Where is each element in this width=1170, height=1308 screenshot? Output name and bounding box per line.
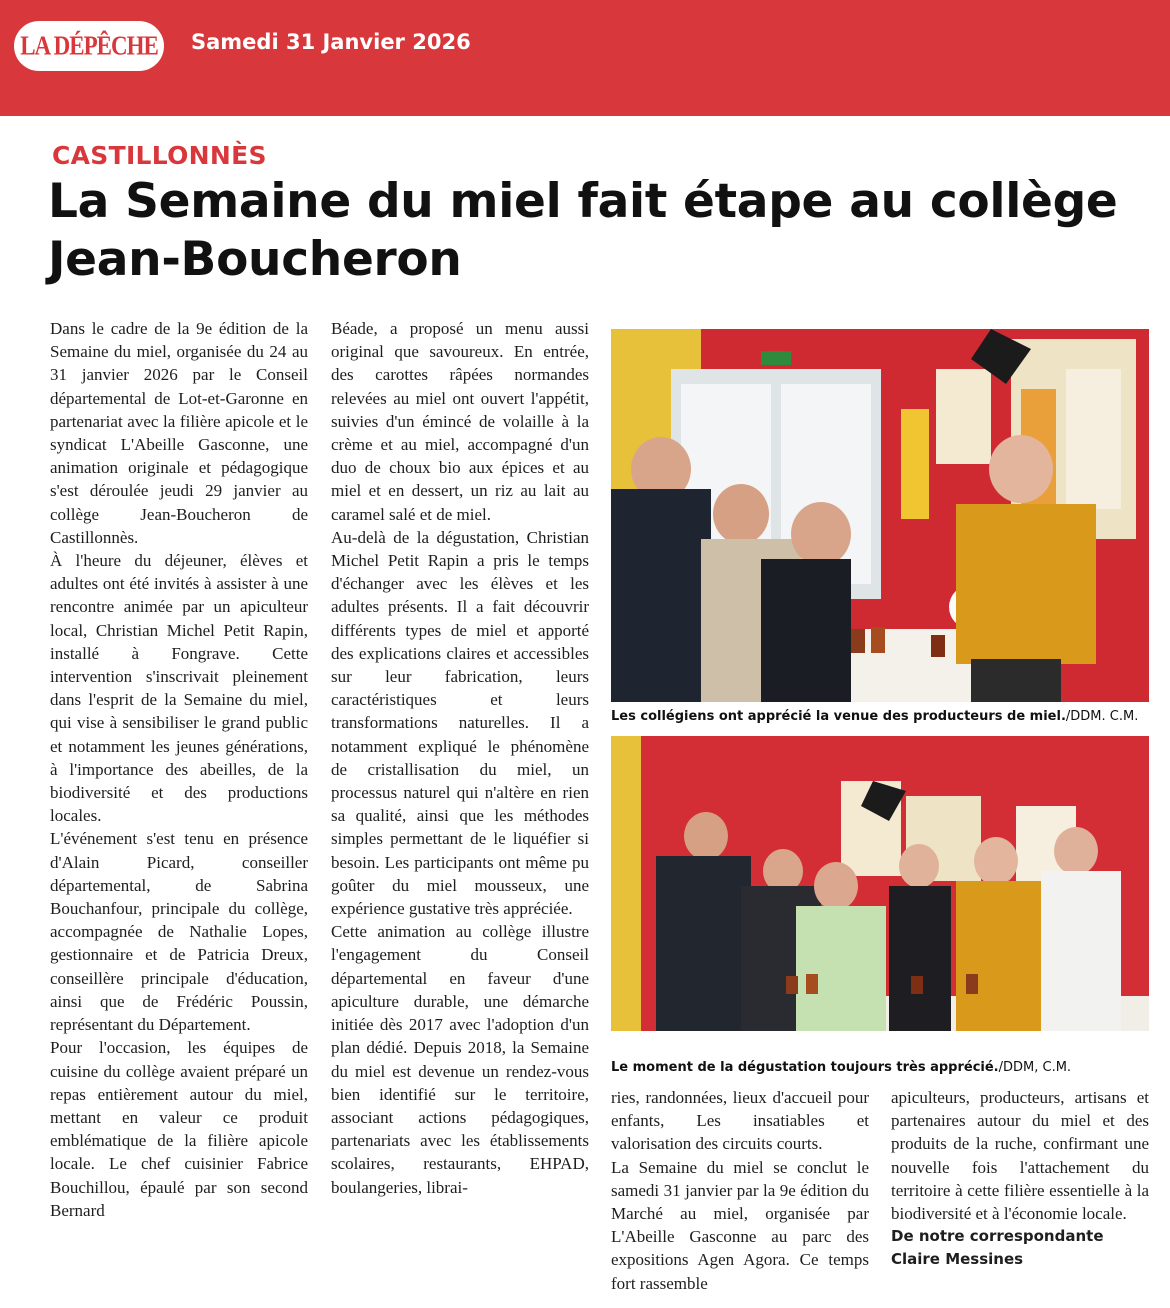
paragraph: Au-delà de la dégustation, Christian Michel Petit Rapin a pris le temps d'échanger avec les élèves et les adultes présents. Il a fait découvrir différents types de miel et apporté des explications claires et accessibles sur leur fabrication, leurs caractéristiques et leurs transformations naturelles. Il a notamment expliqué le phénomène de cristallisation du miel, un processus naturel qui n'altère en rien sa qualité, ainsi que les méthodes simples permettant de le liquéfier si besoin. Les participants ont même pu goûter du miel mousseux, une expérience gustative très appréciée. bbox=[331, 527, 589, 919]
paragraph: Dans le cadre de la 9e édition de la Semaine du miel, organisée du 24 au 31 janvier 2026 par le Conseil départemental de Lot-et-Garonne en partenariat avec la filière apicole et le syndicat L'Abeille Gasconne, une animation originale et pédagogique s'est déroulée jeudi 29 janvier au collège Jean-Boucheron de Castillonnès. bbox=[50, 319, 308, 547]
paragraph: Pour l'occasion, les équipes de cuisine du collège avaient préparé un repas entièrement autour du miel, mettant en valeur ce produit emblématique de la filière apicole locale. Le chef cuisinier Fabrice Bouchillou, épaulé par son second Bernard bbox=[50, 1038, 308, 1220]
text-column-3 bbox=[611, 1086, 869, 1295]
paragraph: À l'heure du déjeuner, élèves et adultes ont été invités à assister à une rencontre animée par un apiculteur local, Christian Michel Petit Rapin, installé à Fongrave. Cette intervention s'inscrivait pleinement dans l'esprit de la Semaine du miel, qui vise à sensibiliser le grand public et notamment les jeunes générations, à l'importance des abeilles, de la biodiversité et des productions locales. bbox=[50, 551, 308, 826]
header-bar bbox=[0, 0, 1170, 116]
paragraph: ries, randonnées, lieux d'accueil pour enfants, Les insatiables et valorisation des circuits courts. bbox=[611, 1088, 869, 1154]
photo-credit: /DDM. C.M. bbox=[1065, 709, 1139, 724]
caption-text: Le moment de la dégustation toujours très apprécié. bbox=[611, 1060, 999, 1075]
author-credit-label: De notre correspondante bbox=[891, 1227, 1104, 1246]
paragraph: Béade, a proposé un menu aussi original que savoureux. En entrée, des carottes râpées normandes relevées au miel ont ouvert l'appétit, suivies d'un émincé de volaille à la crème et au miel, accompagné d'un duo de choux bio aux épices et au miel et en dessert, un riz au lait au caramel salé et de miel. bbox=[331, 319, 589, 524]
photo-caption-1 bbox=[611, 709, 1138, 724]
photo-illustration bbox=[611, 329, 1149, 702]
paragraph: La Semaine du miel se conclut le samedi 31 janvier par la 9e édition du Marché au miel, organisée par L'Abeille Gasconne au parc des expositions Agen Agora. Ce temps fort rassemble bbox=[611, 1157, 869, 1293]
issue-date: Samedi 31 Janvier 2026 bbox=[191, 30, 471, 54]
photo-tasting-group bbox=[611, 736, 1149, 1031]
author-name: Claire Messines bbox=[891, 1250, 1024, 1269]
caption-text: Les collégiens ont apprécié la venue des producteurs de miel. bbox=[611, 709, 1066, 724]
article-kicker: CASTILLONNÈS bbox=[52, 141, 267, 170]
paragraph: Cette animation au collège illustre l'engagement du Conseil départemental en faveur d'une apiculture durable, une démarche initiée dès 2017 avec l'adoption d'un plan dédié. Depuis 2018, la Semaine du miel est devenue un rendez-vous bien identifié sur le territoire, associant actions pédagogiques, partenariats avec les établissements scolaires, restaurants, EHPAD, boulangeries, librai- bbox=[331, 922, 589, 1197]
article-headline: La Semaine du miel fait étape au collège Jean-Boucheron bbox=[48, 174, 1118, 287]
photo-caption-2 bbox=[611, 1060, 1071, 1075]
photo-credit: /DDM, C.M. bbox=[998, 1060, 1072, 1075]
paragraph: apiculteurs, producteurs, artisans et partenaires autour du miel et des produits de la ruche, confirmant une nouvelle fois l'attachement du territoire à cette filière essentielle à la biodiversité et à l'économie locale. bbox=[891, 1088, 1149, 1224]
text-column-1 bbox=[50, 317, 308, 1222]
text-column-4 bbox=[891, 1086, 1149, 1271]
logo-text: LA DÉPÊCHE bbox=[20, 30, 158, 61]
photo-students-beekeeper bbox=[611, 329, 1149, 702]
paragraph: L'événement s'est tenu en présence d'Alain Picard, conseiller départemental, de Sabrina Bouchanfour, principale du collège, accompagnée de Nathalie Lopes, gestionnaire et de Patricia Dreux, conseillère principale d'éducation, ainsi que de Frédéric Poussin, représentant du Département. bbox=[50, 829, 308, 1035]
text-column-2 bbox=[331, 317, 589, 1199]
newspaper-logo[interactable] bbox=[14, 21, 164, 71]
photo-illustration bbox=[611, 736, 1149, 1031]
